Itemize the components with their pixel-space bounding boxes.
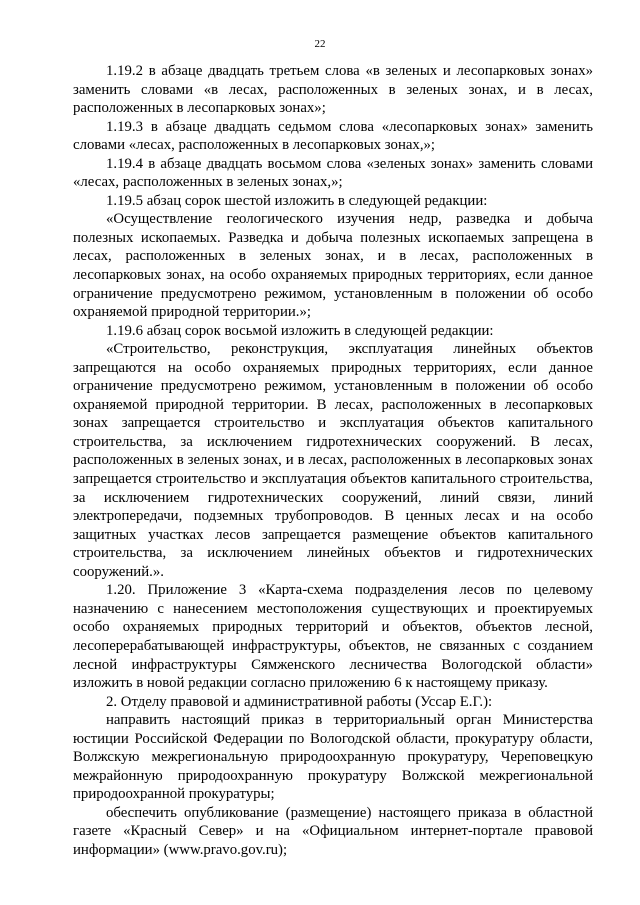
- paragraph-1-19-2: 1.19.2 в абзаце двадцать третьем слова «в зеленых и лесопарковых зонах» заменить словами «в лесах, расположенных в зеленых зонах, и в лесах, расположенных в лесопарковых зонах»;: [73, 63, 593, 117]
- quote-paragraph-46: «Осуществление геологического изучения недр, разведка и добыча полезных ископаемых. Разведка и добыча полезных ископаемых запрещена в лесах, расположенных в зеленых зонах, и в лесах, расположенных в лесопарковых зонах, на особо охраняемых природных территориях, если данное ограничение предусмотрено режимом, установленным в положении об особо охраняемой природной территории.»;: [73, 211, 593, 321]
- paragraph-1-20: 1.20. Приложение 3 «Карта-схема подразделения лесов по целевому назначению с нанесением местоположения существующих и проектируемых особо охраняемых природных территорий и объектов, объектов лесной, лесоперерабатывающей инфраструктуры, объектов, не связанных с созданием лесной инфраструктуры Сямженского лесничества Вологодской области» изложить в новой редакции согласно приложению 6 к настоящему приказу.: [73, 582, 593, 692]
- document-body: [73, 62, 593, 860]
- paragraph-direct-order: направить настоящий приказ в территориальный орган Министерства юстиции Российской Федерации по Вологодской области, прокуратуру области, Волжскую межрегиональную природоохранную прокуратуру, Череповецкую межрайонную природоохранную прокуратуру Волжской межрегиональной природоохранной прокуратуры;: [73, 712, 593, 803]
- paragraph-1-19-3: 1.19.3 в абзаце двадцать седьмом слова «лесопарковых зонах» заменить словами «лесах, расположенных в лесопарковых зонах,»;: [73, 118, 593, 154]
- page-number: 22: [314, 38, 326, 50]
- paragraph-1-19-4: 1.19.4 в абзаце двадцать восьмом слова «зеленых зонах» заменить словами «лесах, расположенных в зеленых зонах,»;: [73, 155, 593, 191]
- paragraph-2: 2. Отделу правовой и административной работы (Уссар Е.Г.):: [106, 693, 493, 710]
- paragraph-publication: обеспечить опубликование (размещение) настоящего приказа в областной газете «Красный Север» и на «Официальном интернет-портале правовой информации» (www.pravo.gov.ru);: [73, 804, 593, 858]
- paragraph-1-19-6: 1.19.6 абзац сорок восьмой изложить в следующей редакции:: [106, 322, 494, 339]
- paragraph-1-19-5: 1.19.5 абзац сорок шестой изложить в следующей редакции:: [106, 192, 488, 209]
- quote-paragraph-48: «Строительство, реконструкция, эксплуатация линейных объектов запрещаются на особо охраняемых природных территориях, если данное ограничение предусмотрено режимом, установленным в положении об особо охраняемой природной территории. В лесах, расположенных в лесопарковых зонах запрещается строительство и эксплуатация объектов капитального строительства, за исключением гидротехнических сооружений. В лесах, расположенных в зеленых зонах, и в лесах, расположенных в лесопарковых зонах запрещается строительство и эксплуатация объектов капитального строительства, за исключением гидротехнических сооружений, линий связи, линий электропередачи, подземных трубопроводов. В ценных лесах и на особо защитных участках лесов запрещается размещение объектов капитального строительства, за исключением линейных объектов и гидротехнических сооружений.».: [73, 341, 593, 580]
